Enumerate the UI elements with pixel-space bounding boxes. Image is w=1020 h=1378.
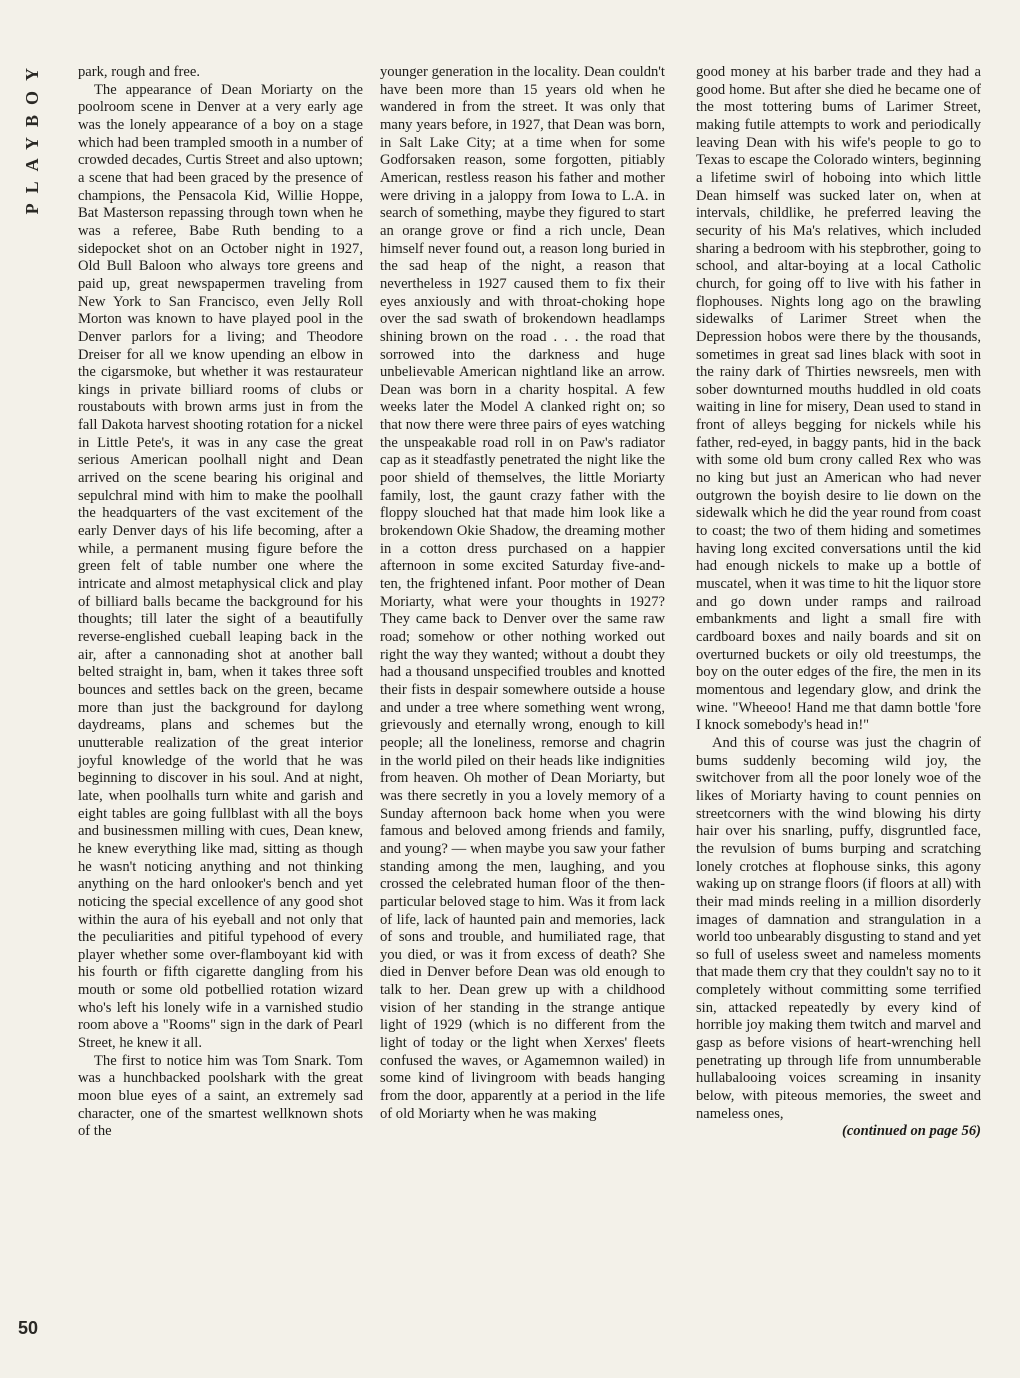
paragraph: good money at his barber trade and they had a good home. But after she died he became one of the most tottering bums of Larimer Street, making futile attempts to work and periodically leaving Dean with his wife's people to go to Texas to escape the Colorado winters, beginning a lifetime swirl of hoboing into which little Dean himself was sucked later on, when at intervals, childlike, he preferred leaving the security of his Ma's relatives, which included sharing a bedroom with his stepbrother, going to school, and altar-boying at a local Catholic church, for going off to live with his father in flophouses. Nights long ago on the brawling sidewalks of Larimer Street when the Depression hobos were there by the thousands, sometimes in great sad lines black with soot in the rainy dark of Thirties newsreels, men with sober downturned mouths huddled in old coats waiting in line for misery, Dean used to stand in front of alleys begging for nickels while his father, red-eyed, in baggy pants, hid in the back with some old bum crony called Rex who was no king but just an American who had never outgrown the boyish desire to lie down on the sidewalk which he did the year round from coast to coast; the two of them hiding and sometimes having long excited conversations until the kid had enough nickels to make up a bottle of muscatel, when it was time to hit the liquor store and go down under ramps and railroad embankments and light a small fire with cardboard boxes and naily boards and sit on overturned buckets or oily old treestumps, the boy on the outer edges of the fire, the men in its momentous and legendary glow, and drink the wine. "Wheeoo! Hand me that damn bottle 'fore I knock somebody's head in!" <box>696 64 981 734</box>
text-column-1 <box>78 64 363 1141</box>
magazine-title: PLAYBOY <box>22 58 42 215</box>
page-number: 50 <box>18 1318 39 1338</box>
text-column-3 <box>696 64 981 1141</box>
text-column-2 <box>380 64 665 1123</box>
paragraph: younger generation in the locality. Dean couldn't have been more than 15 years old when he wandered in from the street. It was only that many years before, in 1927, that Dean was born, in Salt Lake City; at a time when for some Godforsaken reason, some forgotten, pitiably American, restless reason his father and mother were driving in a jaloppy from Iowa to L.A. in search of something, maybe they figured to start an orange grove or find a rich uncle, Dean himself never found out, a reason long buried in the sad heap of the night, a reason that nevertheless in 1927 caused them to fix their eyes anxiously and with throat-choking hope over the sad swath of brokendown headlamps shining brown on the road . . . the road that sorrowed into the darkness and huge unbelievable American nightland like an arrow. Dean was born in a charity hospital. A few weeks later the Model A clanked right on; so that now there were three pairs of eyes watching the unspeakable road roll in on Paw's radiator cap as it steadfastly penetrated the night like the poor shield of themselves, the little Moriarty family, lost, the gaunt crazy father with the floppy slouched hat that made him look like a brokendown Okie Shadow, the dreaming mother in a cotton dress purchased on a happier afternoon in some excited Saturday five-and-ten, the frightened infant. Poor mother of Dean Moriarty, what were your thoughts in 1927? They came back to Denver over the same raw road; somehow or other nothing worked out right the way they wanted; without a doubt they had a thousand unspecified troubles and knotted their fists in despair somewhere outside a house and under a tree where something went wrong, grievously and eternally wrong, enough to kill people; all the loneliness, remorse and chagrin in the world piled on their heads like indignities from heaven. Oh mother of Dean Moriarty, but was there secretly in you a lovely memory of a Sunday afternoon back home when you were famous and beloved among friends and family, and young? — when maybe you saw your father standing among the men, laughing, and you crossed the celebrated human floor of the then-particular beloved stage to him. Was it from lack of life, lack of haunted pain and memories, lack of sons and trouble, and humiliated rage, that you died, or was it from excess of death? She died in Denver before Dean was old enough to talk to her. Dean grew up with a childhood vision of her standing in the strange antique light of 1929 (which is no different from the light of today or the light when Xerxes' fleets confused the waves, or Agamemnon wailed) in some kind of livingroom with beads hanging from the door, apparently at a period in the life of old Moriarty when he was making <box>380 64 665 1122</box>
paragraph: And this of course was just the chagrin of bums suddenly becoming wild joy, the switchover from all the poor lonely woe of the likes of Moriarty having to count pennies on streetcorners with the wind blowing his dirty hair over his snarling, puffy, disgruntled face, the revulsion of bums burping and scratching lonely crotches at flophouse sinks, this agony waking up on strange floors (if floors at all) with their mad minds reeling in a million disorderly images of damnation and strangulation in a world too unbearably disgusting to stand and yet so full of useless sweet and nameless moments that made them cry that they couldn't say no to it completely without committing some terrified sin, attacked repeatedly by every kind of horrible joy making them twitch and marvel and gasp as before visions of heart-wrenching hell penetrating up through life from unnumberable hullabalooing voices screaming in insanity below, with piteous memories, the sweet and nameless ones, <box>696 734 981 1122</box>
paragraph: The appearance of Dean Moriarty on the poolroom scene in Denver at a very early age was the lonely appearance of a boy on a stage which had been trampled smooth in a number of crowded decades, Curtis Street and also uptown; a scene that had been graced by the presence of champions, the Pensacola Kid, Willie Hoppe, Bat Masterson repassing through town when he was a referee, Babe Ruth bending to a sidepocket shot on an October night in 1927, Old Bull Baloon who always tore greens and paid up, great newspapermen traveling from New York to San Francisco, even Jelly Roll Morton was known to have played pool in the Denver parlors for a living; and Theodore Dreiser for all we know upending an elbow in the cigarsmoke, but whether it was restaurateur kings in private billiard rooms of clubs or roustabouts with brown arms just in from the fall Dakota harvest shooting rotation for a nickel in Little Pete's, it was in any case the great serious American poolhall night and Dean arrived on the scene bearing his original and sepulchral mind with him to make the poolhall the headquarters of the vast excitement of the early Denver days of his life becoming, after a while, a permanent musing figure before the green felt of table number one where the intricate and almost metaphysical click and play of billiard balls became the background for his thoughts; till later the sight of a beautifully reverse-englished cueball leaping back in the air, after a cannonading shot at another ball belted straight in, bam, when it takes three soft bounces and settles back on the green, became more than just the background for daylong daydreams, plans and schemes but the unutterable realization of the great interior joyful knowledge of the world that he was beginning to discover in his soul. And at night, late, when poolhalls turn white and garish and eight tables are going fullblast with all the boys and businessmen milling with cues, Dean knew, he knew everything like mad, sitting as though he wasn't noticing anything and not thinking anything on the hard onlooker's bench and yet noticing the special excellence of any good shot within the aura of his eyeball and not only that the peculiarities and pitiful typehood of every player whether some over-flamboyant kid with his fourth or fifth cigarette dangling from his mouth or some old potbellied rotation wizard who's left his lonely wife in a varnished studio room above a "Rooms" sign in the dark of Pearl Street, he knew it all. <box>78 81 363 1052</box>
paragraph: park, rough and free. <box>78 64 200 80</box>
continued-note: (continued on page 56) <box>841 1123 981 1140</box>
paragraph: The first to notice him was Tom Snark. Tom was a hunchbacked poolshark with the great moon blue eyes of a saint, an extremely sad character, one of the smartest wellknown shots of the <box>78 1052 363 1140</box>
